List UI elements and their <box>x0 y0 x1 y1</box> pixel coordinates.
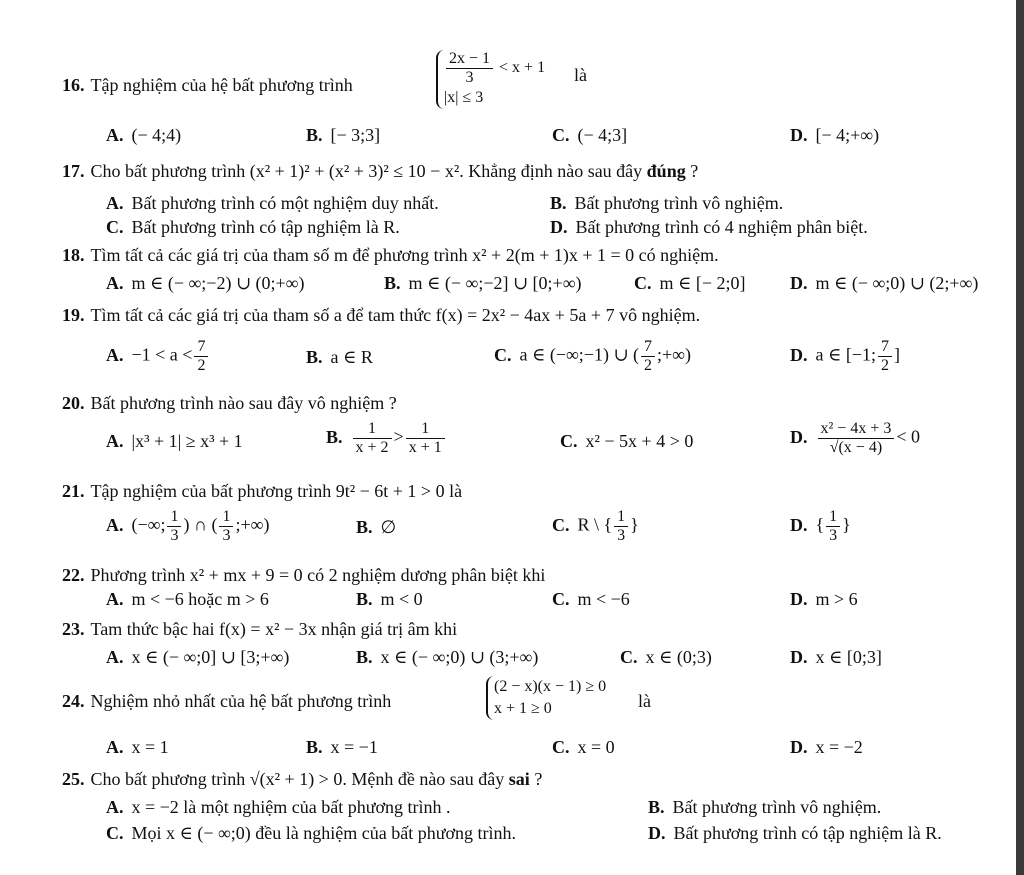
option-letter: D. <box>790 647 808 667</box>
option-b[interactable] <box>648 796 881 818</box>
option-text: x ∈ (− ∞;0) ∪ (3;+∞) <box>380 647 539 667</box>
question-20 <box>62 392 1010 414</box>
option-letter: A. <box>106 344 124 365</box>
option-text: a ∈ (−∞;−1) ∪ ( <box>519 344 640 365</box>
option-text: [− 3;3] <box>330 125 381 145</box>
question-stem-end: là <box>638 691 651 711</box>
fraction-denominator: 2 <box>880 357 889 374</box>
fraction-numerator: 1 <box>406 420 445 439</box>
option-letter: D. <box>550 217 568 237</box>
question-stem: Phương trình x² + mx + 9 = 0 có 2 nghiệm dương phân biệt khi <box>90 565 546 585</box>
fraction-denominator: √(x − 4) <box>829 439 883 456</box>
fraction-numerator: x² − 4x + 3 <box>818 420 895 439</box>
option-letter: B. <box>356 647 373 667</box>
option-a[interactable] <box>106 588 269 610</box>
option-letter: D. <box>790 737 808 757</box>
option-c[interactable] <box>106 216 400 238</box>
inequality-rest: < x + 1 <box>499 59 546 77</box>
question-number: 21. <box>62 481 85 501</box>
option-text: a ∈ R <box>330 347 373 367</box>
question-stem: Tập nghiệm của bất phương trình 9t² − 6t + 1 > 0 là <box>90 481 463 501</box>
option-text: (− 4;4) <box>131 125 182 145</box>
option-text: m ∈ (− ∞;−2] ∪ [0;+∞) <box>408 273 582 293</box>
option-b[interactable] <box>356 516 396 538</box>
option-d[interactable] <box>648 822 942 844</box>
option-letter: A. <box>106 589 124 609</box>
system-row: |x| ≤ 3 <box>444 89 484 106</box>
option-letter: C. <box>552 589 570 609</box>
question-stem: Cho bất phương trình (x² + 1)² + (x² + 3)² ≤ 10 − x². Khẳng định nào sau đây <box>90 161 643 181</box>
option-letter: A. <box>106 647 124 667</box>
option-letter: A. <box>106 737 124 757</box>
option-letter: D. <box>790 273 808 293</box>
question-number: 17. <box>62 161 85 181</box>
option-a[interactable] <box>106 508 269 545</box>
option-text: { <box>815 514 825 535</box>
question-number: 25. <box>62 769 85 789</box>
option-a[interactable] <box>106 192 439 214</box>
question-number: 22. <box>62 565 85 585</box>
option-letter: B. <box>306 347 323 367</box>
option-text: Bất phương trình có tập nghiệm là R. <box>673 823 942 843</box>
option-text: x ∈ (0;3) <box>645 647 712 667</box>
option-text: m < 0 <box>380 589 423 609</box>
option-letter: A. <box>106 514 124 535</box>
fraction-numerator: 7 <box>194 338 208 357</box>
option-letter: C. <box>106 823 124 843</box>
fraction-numerator: 7 <box>878 338 892 357</box>
option-letter: A. <box>106 431 124 451</box>
option-text: x = −1 <box>330 737 378 757</box>
question-19 <box>62 304 1010 326</box>
option-letter: C. <box>620 647 638 667</box>
option-c[interactable] <box>552 588 630 610</box>
option-b[interactable] <box>306 124 380 146</box>
question-number: 16. <box>62 75 85 95</box>
option-b[interactable] <box>356 646 538 668</box>
option-letter: B. <box>384 273 401 293</box>
question-stem-bold: đúng <box>646 161 686 181</box>
fraction-numerator: 2x − 1 <box>446 50 493 69</box>
question-stem: Tập nghiệm của hệ bất phương trình <box>90 75 353 95</box>
option-c[interactable] <box>620 646 712 668</box>
option-d[interactable] <box>790 736 863 758</box>
option-text-end: } <box>630 514 639 535</box>
system-row: x + 1 ≥ 0 <box>494 700 552 717</box>
option-letter: C. <box>552 125 570 145</box>
option-text: x = −2 <box>815 737 863 757</box>
option-text: Bất phương trình có một nghiệm duy nhất. <box>131 193 439 213</box>
option-c[interactable] <box>634 272 745 294</box>
option-d[interactable] <box>790 420 920 457</box>
option-d[interactable] <box>790 338 900 375</box>
option-letter: C. <box>494 344 512 365</box>
option-text: m ∈ (− ∞;0) ∪ (2;+∞) <box>815 273 979 293</box>
question-22 <box>62 564 1010 586</box>
option-text: (−∞; <box>131 514 166 535</box>
option-c[interactable] <box>552 736 615 758</box>
option-text-end: < 0 <box>896 426 920 447</box>
inequality-system <box>486 676 606 720</box>
question-stem-end: là <box>574 65 587 85</box>
option-d[interactable] <box>790 508 851 545</box>
fraction-numerator: 1 <box>353 420 392 439</box>
option-letter: B. <box>306 737 323 757</box>
option-text: x = −2 là một nghiệm của bất phương trình . <box>131 797 451 817</box>
option-b[interactable] <box>356 588 423 610</box>
option-a[interactable] <box>106 338 210 375</box>
option-letter: D. <box>790 589 808 609</box>
option-text: Bất phương trình vô nghiệm. <box>574 193 784 213</box>
question-number: 18. <box>62 245 85 265</box>
question-18 <box>62 244 1010 266</box>
option-letter: D. <box>790 344 808 365</box>
question-stem: Tam thức bậc hai f(x) = x² − 3x nhận giá trị âm khi <box>90 619 458 639</box>
fraction-numerator: 1 <box>826 508 840 527</box>
question-24 <box>62 676 1010 726</box>
option-text: x = 1 <box>131 737 169 757</box>
option-text: R \ { <box>577 514 613 535</box>
system-row: (2 − x)(x − 1) ≥ 0 <box>494 678 607 695</box>
option-d[interactable] <box>790 124 879 146</box>
fraction-denominator: 3 <box>465 69 474 86</box>
option-a[interactable] <box>106 736 169 758</box>
fraction-numerator: 7 <box>641 338 655 357</box>
option-letter: A. <box>106 193 124 213</box>
option-c[interactable] <box>552 508 639 545</box>
option-operator: ) ∩ ( <box>183 514 218 535</box>
question-stem: Tìm tất cả các giá trị của tham số a để tam thức f(x) = 2x² − 4ax + 5a + 7 vô nghiệm. <box>90 305 701 325</box>
fraction-denominator: 3 <box>170 527 179 544</box>
question-stem: Nghiệm nhỏ nhất của hệ bất phương trình <box>90 691 392 711</box>
question-25 <box>62 768 1010 790</box>
option-text: −1 < a < <box>131 344 193 365</box>
option-text-end: ;+∞) <box>657 344 691 365</box>
option-text: Bất phương trình có tập nghiệm là R. <box>131 217 400 237</box>
option-text: m ∈ (− ∞;−2) ∪ (0;+∞) <box>131 273 305 293</box>
option-c[interactable] <box>560 430 693 452</box>
option-b[interactable] <box>550 192 783 214</box>
question-number: 19. <box>62 305 85 325</box>
option-text: [− 4;+∞) <box>815 125 880 145</box>
option-c[interactable] <box>106 822 516 844</box>
option-a[interactable] <box>106 124 181 146</box>
fraction-denominator: 2 <box>197 357 206 374</box>
option-letter: C. <box>560 431 578 451</box>
option-text: |x³ + 1| ≥ x³ + 1 <box>131 431 243 451</box>
option-letter: D. <box>790 125 808 145</box>
option-text: m > 6 <box>815 589 858 609</box>
option-text: Bất phương trình vô nghiệm. <box>672 797 882 817</box>
inequality-system <box>436 50 545 109</box>
option-a[interactable] <box>106 272 305 294</box>
option-letter: C. <box>634 273 652 293</box>
fraction-denominator: x + 1 <box>408 439 442 456</box>
option-text: Bất phương trình có 4 nghiệm phân biệt. <box>575 217 868 237</box>
option-letter: D. <box>648 823 666 843</box>
fraction-numerator: 1 <box>614 508 628 527</box>
option-letter: D. <box>790 426 808 447</box>
option-text-end: ;+∞) <box>235 514 270 535</box>
question-stem-end: ? <box>534 769 543 789</box>
question-stem-end: ? <box>690 161 699 181</box>
option-d[interactable] <box>790 646 882 668</box>
fraction-numerator: 1 <box>167 508 181 527</box>
question-number: 20. <box>62 393 85 413</box>
question-number: 24. <box>62 691 85 711</box>
option-letter: A. <box>106 125 124 145</box>
option-c[interactable] <box>494 338 691 375</box>
option-text: m ∈ [− 2;0] <box>659 273 746 293</box>
question-number: 23. <box>62 619 85 639</box>
option-text: x = 0 <box>577 737 615 757</box>
question-21 <box>62 480 1010 502</box>
option-a[interactable] <box>106 430 243 452</box>
option-text: m < −6 hoặc m > 6 <box>131 589 269 609</box>
fraction-denominator: 3 <box>829 527 838 544</box>
option-b[interactable] <box>326 420 447 457</box>
option-text: x ∈ [0;3] <box>815 647 882 667</box>
option-letter: B. <box>306 125 323 145</box>
fraction-denominator: 2 <box>644 357 653 374</box>
option-text: Mọi x ∈ (− ∞;0) đều là nghiệm của bất phương trình. <box>131 823 517 843</box>
question-23 <box>62 618 1010 640</box>
option-letter: B. <box>356 589 373 609</box>
question-stem: Cho bất phương trình √(x² + 1) > 0. Mệnh đề nào sau đây <box>90 769 505 789</box>
option-letter: C. <box>552 737 570 757</box>
option-text: m < −6 <box>577 589 630 609</box>
question-stem: Bất phương trình nào sau đây vô nghiệm ? <box>90 393 397 413</box>
option-letter: D. <box>790 514 808 535</box>
fraction-numerator: 1 <box>219 508 233 527</box>
option-a[interactable] <box>106 796 451 818</box>
option-c[interactable] <box>552 124 627 146</box>
fraction-denominator: x + 2 <box>355 439 389 456</box>
question-16 <box>62 50 1010 116</box>
option-text: a ∈ [−1; <box>815 344 876 365</box>
option-text-end: } <box>842 514 851 535</box>
option-letter: B. <box>356 517 373 537</box>
option-text: x ∈ (− ∞;0] ∪ [3;+∞) <box>131 647 290 667</box>
option-text: x² − 5x + 4 > 0 <box>585 431 694 451</box>
question-17 <box>62 160 1010 182</box>
fraction-denominator: 3 <box>617 527 626 544</box>
option-b[interactable] <box>306 736 378 758</box>
option-text: ∅ <box>380 517 397 537</box>
option-letter: C. <box>106 217 124 237</box>
option-d[interactable] <box>790 588 858 610</box>
option-b[interactable] <box>306 346 373 368</box>
question-stem-bold: sai <box>508 769 530 789</box>
fraction-denominator: 3 <box>222 527 231 544</box>
option-d[interactable] <box>550 216 868 238</box>
option-text: (− 4;3] <box>577 125 628 145</box>
question-stem: Tìm tất cả các giá trị của tham số m để phương trình x² + 2(m + 1)x + 1 = 0 có nghiệm. <box>90 245 719 265</box>
option-b[interactable] <box>384 272 582 294</box>
option-d[interactable] <box>790 272 978 294</box>
option-letter: C. <box>552 514 570 535</box>
option-text-end: ] <box>893 344 900 365</box>
option-letter: A. <box>106 797 124 817</box>
option-letter: B. <box>550 193 567 213</box>
option-letter: B. <box>648 797 665 817</box>
option-letter: B. <box>326 426 343 447</box>
option-letter: A. <box>106 273 124 293</box>
option-operator: > <box>393 426 404 447</box>
option-a[interactable] <box>106 646 289 668</box>
